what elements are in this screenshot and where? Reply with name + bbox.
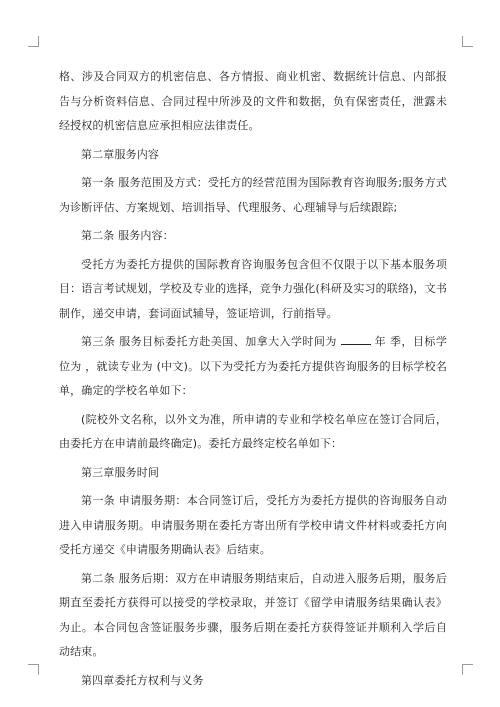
fill-in-blank	[341, 334, 371, 345]
paragraph-confidentiality-continued: 格、涉及合同双方的机密信息、各方情报、商业机密、数据统计信息、内部报告与分析资料信息、合同过程中所涉及的文件和数据，负有保密责任，泄露未经授权的机密信息应承担相应法律责任。	[59, 70, 447, 132]
crop-mark-top-right	[462, 36, 473, 47]
paragraph-application-period: 第一条 申请服务期：本合同签订后，受托方为委托方提供的咨询服务自动进入申请服务期。申请服务期在委托方寄出所有学校申请文件材料或委托方向受托方递交《申请服务期确认表》后结束。	[59, 494, 447, 556]
service-target-text-after: 年 季，目标学位为 ，就读专业为 (中文)。以下为受托方为委托方提供咨询服务的目标学校名单，确定的学校名单如下：	[59, 335, 447, 397]
crop-mark-bottom-right	[462, 664, 473, 675]
paragraph-post-service-period: 第二条 服务后期：双方在申请服务期结束后，自动进入服务后期，服务后期直至委托方获得可以接受的学校录取，并签订《留学申请服务结果确认表》为止。本合同包含签证服务步骤，服务后期在委托方获得签证并顺利入学后自动结束。	[59, 571, 447, 658]
paragraph-service-scope: 第一条 服务范围及方式：受托方的经营范围为国际教育咨询服务;服务方式为诊断评估、方案规划、培训指导、代理服务、心理辅导与后续跟踪;	[59, 176, 447, 214]
chapter-heading-service-content: 第二章服务内容	[81, 147, 160, 161]
paragraph-service-items: 受托方为委托方提供的国际教育咨询服务包含但不仅限于以下基本服务项目：语言考试规划，学校及专业的选择，竞争力强化(科研及实习的联络)，文书制作，递交申请，套词面试辅导，签证培训，行前指导。	[59, 257, 447, 320]
chapter-heading-client-rights: 第四章委托方权利与义务	[81, 673, 204, 687]
document-body	[59, 65, 447, 697]
paragraph-service-items-title: 第二条 服务内容：	[81, 229, 174, 242]
crop-mark-top-left	[28, 36, 39, 47]
paragraph-school-list-note: (院校外文名称，以外文为准，所申请的专业和学校名单应在签订合同后，由委托方在申请前最终确定)。委托方最终定校名单如下：	[59, 412, 447, 450]
paragraph-service-target	[59, 330, 447, 404]
crop-mark-bottom-left	[28, 664, 39, 675]
service-target-text-before: 第三条 服务目标委托方赴美国、加拿大入学时间为	[81, 335, 337, 348]
chapter-heading-service-time: 第三章服务时间	[81, 465, 160, 479]
